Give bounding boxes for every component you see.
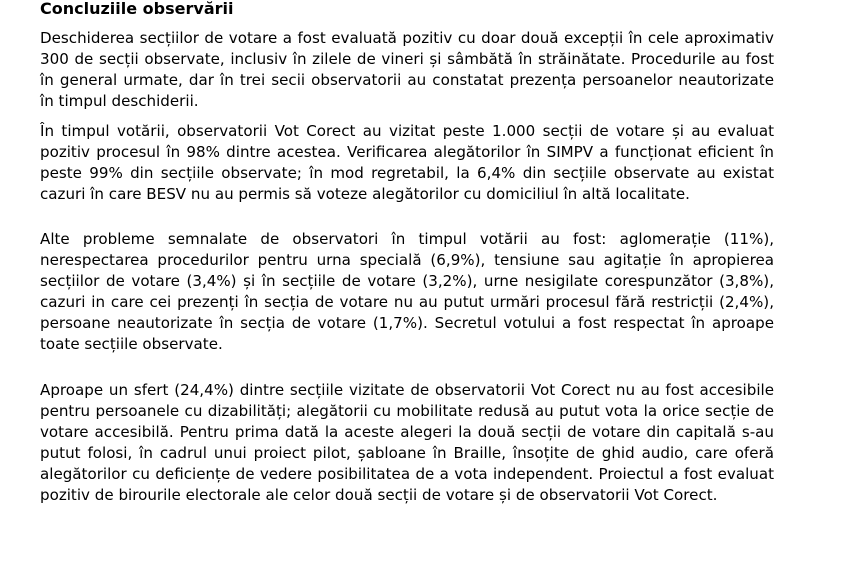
paragraph-accessibility: Aproape un sfert (24,4%) dintre secțiile vizitate de observatorii Vot Corect nu au fost accesibile pentru persoanele cu dizabilități; alegătorii cu mobilitate redusă au putut vota la orice secție de votare accesibilă. Pentru prima dată la aceste alegeri la două secții de votare din capitală s-au putut folosi, în cadrul unui proiect pilot, șabloane în Braille, însoțite de ghid audio, care oferă alegătorilor cu deficiențe de vedere posibilitatea de a vota independent. Proiectul a fost evaluat pozitiv de birourile electorale ale celor două secții de votare și de observatorii Vot Corect.: [40, 381, 774, 504]
paragraph-other-problems: Alte probleme semnalate de observatori în timpul votării au fost: aglomerație (11%), nerespectarea procedurilor pentru urna specială (6,9%), tensiune sau agitație în apropierea secțiilor de votare (3,4%) și în secțiile de votare (3,2%), urne nesigilate corespunzător (3,8%), cazuri in care cei prezenți în secția de votare nu au putut urmări procesul fără restricții (2,4%), persoane neautorizate în secția de votare (1,7%). Secretul votului a fost respectat în aproape toate secțiile observate.: [40, 230, 774, 353]
document-page: [40, 0, 774, 506]
section-heading: Concluziile observării: [40, 0, 234, 18]
paragraph-opening: Deschiderea secțiilor de votare a fost evaluată pozitiv cu doar două excepții în cele aproximativ 300 de secții observate, inclusiv în zilele de vineri și sâmbătă în străinătate. Procedurile au fost în general urmate, dar în trei secii observatorii au constatat prezența persoanelor neautorizate în timpul deschiderii.: [40, 29, 774, 110]
paragraph-voting: În timpul votării, observatorii Vot Corect au vizitat peste 1.000 secții de votare și au evaluat pozitiv procesul în 98% dintre acestea. Verificarea alegătorilor în SIMPV a funcționat eficient în peste 99% din secțiile observate; în mod regretabil, la 6,4% din secțiile observate au existat cazuri în care BESV nu au permis să voteze alegătorilor cu domiciliul în altă localitate.: [40, 122, 774, 203]
